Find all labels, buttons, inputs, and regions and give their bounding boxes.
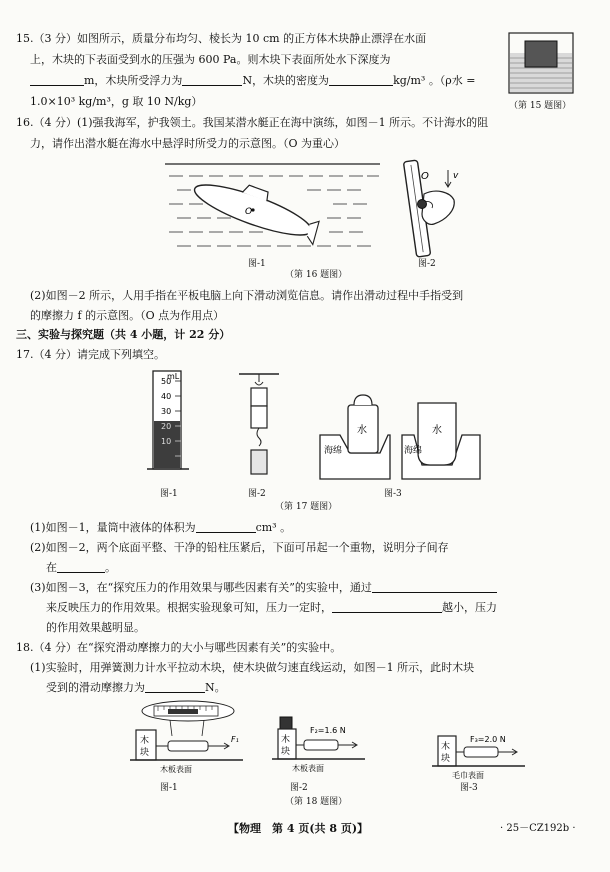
answer-blank[interactable] [182, 74, 242, 86]
q16-fig2-label: 图-2 [418, 259, 436, 269]
velocity-label: v [453, 171, 459, 181]
sponge-pressure-figure [318, 395, 483, 480]
q17-fig3-label: 图-3 [384, 489, 402, 499]
q18-part1b: 受到的滑动摩擦力为 N。 [46, 681, 226, 694]
q15-figure [507, 27, 577, 97]
section-3-heading: 三、实验与探究题（共 4 小题，计 22 分） [16, 328, 231, 341]
sponge-label: 海绵 [404, 446, 423, 456]
tick-label: 40 [161, 392, 172, 401]
q16-line1: 16.（4 分）(1)强我海军，护我领土。我国某潜水艇正在海中演练，如图－1 所示。不计海水的阻 [16, 116, 489, 129]
surface-label: 木板表面 [292, 764, 324, 773]
answer-blank[interactable] [57, 561, 105, 573]
q16-line2: 力，请作出潜水艇在海水中悬浮时所受力的示意图。（O 为重心） [30, 137, 346, 150]
block-label: 块 [441, 754, 451, 764]
sponge-label: 海绵 [324, 446, 343, 456]
page-code: · 25－CZ192b · [500, 823, 576, 834]
center-point-label: O [245, 207, 253, 217]
q17-part2a: (2)如图－2，两个底面平整、干净的铅柱压紧后，下面可吊起一个重物，说明分子间存 [30, 541, 449, 554]
q17-part3b: 来反映压力的作用效果。根据实验现象可知，压力一定时， 越小，压力 [46, 601, 497, 614]
q15-line2: 上，木块的下表面受到水的压强为 600 Pa。则木块下表面所处水下深度为 [30, 53, 391, 66]
water-label: 水 [357, 425, 367, 436]
q17-part3c: 的作用效果越明显。 [46, 621, 145, 634]
q17-caption: （第 17 题图） [275, 502, 338, 512]
page-footer: 【物理 第 4 页(共 8 页)】 [228, 822, 369, 835]
q15-line1: 15.（3 分）如图所示，质量分布均匀、棱长为 10 cm 的正方体木块静止漂浮在水面 [16, 32, 427, 45]
surface-label: 木板表面 [160, 765, 192, 774]
q18-caption: （第 18 题图） [285, 797, 348, 807]
q17-part3a: (3)如图－3，在“探究压力的作用效果与哪些因素有关”的实验中，通过 [30, 581, 497, 595]
q17-line1: 17.（4 分）请完成下列填空。 [16, 348, 165, 361]
q18-fig2-label: 图-2 [290, 783, 308, 793]
q18-line1: 18.（4 分）在“探究滑动摩擦力的大小与哪些因素有关”的实验中。 [16, 641, 342, 654]
q17-part1: (1)如图－1，量筒中液体的体积为 cm³ 。 [30, 521, 292, 534]
tick-label: 10 [161, 437, 172, 446]
submarine-figure [165, 162, 380, 254]
q15-line4: 1.0×10³ kg/m³，g 取 10 N/kg） [30, 95, 203, 108]
block-label: 块 [281, 747, 291, 757]
answer-blank[interactable] [145, 681, 205, 693]
friction-fig2 [270, 715, 370, 775]
q16-caption: （第 16 题图） [285, 270, 348, 280]
block-label: 块 [140, 748, 150, 758]
tick-label: 50 [161, 377, 172, 386]
water-label: 水 [432, 425, 442, 436]
surface-label: 毛巾表面 [452, 771, 484, 780]
q18-part1a: (1)实验时，用弹簧测力计水平拉动木块，使木块做匀速直线运动，如图－1 所示，此时木块 [30, 661, 475, 674]
friction-fig1 [128, 700, 248, 780]
q15-line3: m，木块所受浮力为 N，木块的密度为 kg/m³ 。（ρ水 = [30, 74, 476, 88]
block-label: 木 [281, 735, 291, 745]
force-f2-label: F₂=1.6 N [310, 726, 346, 735]
answer-blank[interactable] [30, 74, 84, 86]
cylinder-unit-label: mL [167, 372, 180, 381]
friction-fig3 [430, 730, 530, 782]
force-f1-label: F₁ [231, 735, 239, 744]
lead-cylinders-figure [235, 370, 285, 478]
block-label: 木 [441, 742, 451, 752]
answer-blank[interactable] [329, 74, 393, 86]
q17-fig1-label: 图-1 [160, 489, 178, 499]
q15-caption: （第 15 题图） [509, 101, 572, 111]
graduated-cylinder-figure [145, 365, 205, 477]
tablet-finger-figure [396, 158, 466, 258]
q17-part2b: 在 。 [46, 561, 116, 574]
block-label: 木 [140, 736, 150, 746]
q18-fig3-label: 图-3 [460, 783, 478, 793]
tick-label: 30 [161, 407, 172, 416]
q16-fig1-label: 图-1 [248, 259, 266, 269]
answer-blank[interactable] [372, 581, 497, 593]
q17-fig2-label: 图-2 [248, 489, 266, 499]
q16-part2-line1: (2)如图－2 所示，人用手指在平板电脑上向下滑动浏览信息。请作出滑动过程中手指受到 [30, 289, 464, 302]
tick-label: 20 [161, 422, 172, 431]
force-f3-label: F₃=2.0 N [470, 735, 506, 744]
q16-part2-line2: 的摩擦力 f 的示意图。（O 点为作用点） [30, 309, 225, 322]
q18-fig1-label: 图-1 [160, 783, 178, 793]
answer-blank[interactable] [332, 601, 442, 613]
answer-blank[interactable] [196, 521, 256, 533]
point-o-label: O [421, 171, 429, 182]
